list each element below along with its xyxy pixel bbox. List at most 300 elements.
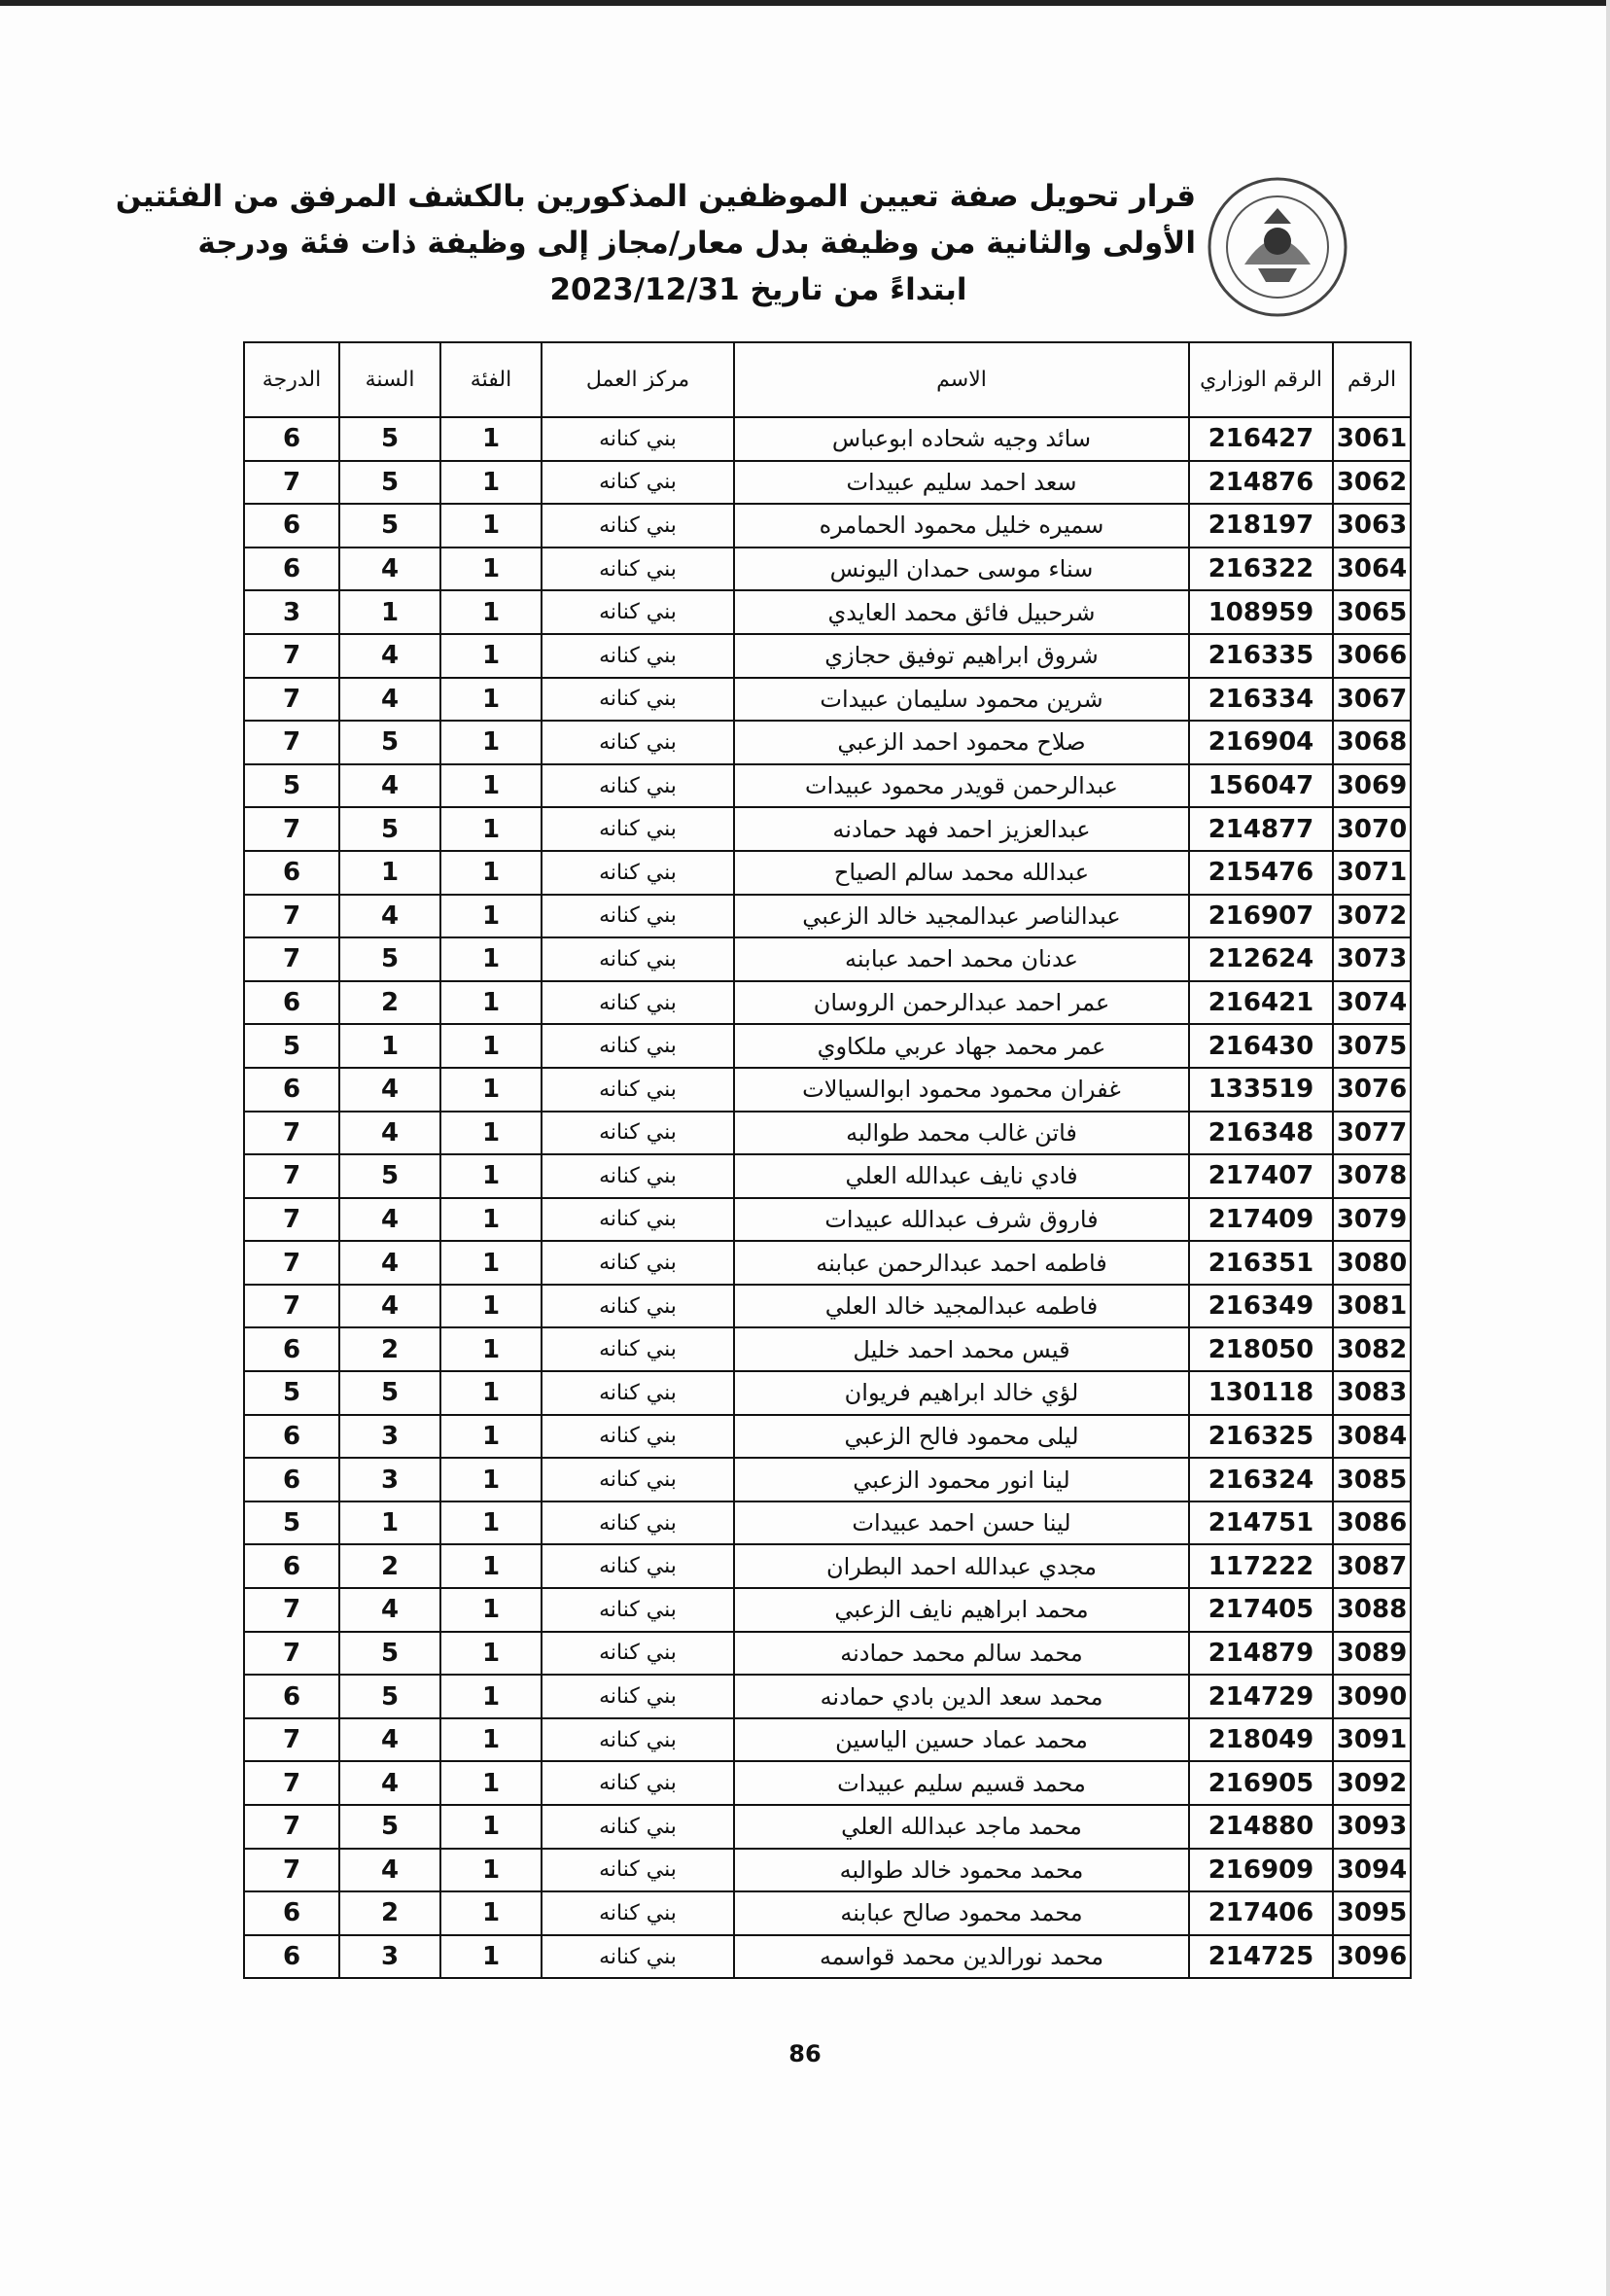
cell-year: 4 (339, 1241, 440, 1285)
cell-category: 1 (440, 1112, 542, 1155)
cell-grade: 7 (244, 721, 339, 764)
cell-name: مجدي عبدالله احمد البطران (734, 1544, 1189, 1588)
cell-grade: 6 (244, 548, 339, 591)
cell-year: 5 (339, 937, 440, 981)
cell-grade: 7 (244, 1112, 339, 1155)
cell-work-center: بني كنانه (542, 1935, 734, 1979)
table-row (244, 1501, 1411, 1545)
cell-ministry-no: 216322 (1189, 548, 1333, 591)
cell-grade: 6 (244, 1458, 339, 1501)
cell-ministry-no: 218049 (1189, 1718, 1333, 1762)
cell-work-center: بني كنانه (542, 1154, 734, 1198)
cell-work-center: بني كنانه (542, 1285, 734, 1328)
cell-grade: 6 (244, 1891, 339, 1935)
cell-grade: 7 (244, 1805, 339, 1849)
cell-num: 3077 (1333, 1112, 1411, 1155)
cell-work-center: بني كنانه (542, 1805, 734, 1849)
cell-grade: 7 (244, 1241, 339, 1285)
cell-name: سعد احمد سليم عبيدات (734, 461, 1189, 505)
title-line-2: الأولى والثانية من وظيفة بدل معار/مجاز إلى وظيفة ذات فئة ودرجة (197, 226, 1196, 261)
cell-year: 4 (339, 1849, 440, 1892)
cell-name: سناء موسى حمدان اليونس (734, 548, 1189, 591)
cell-name: محمد عماد حسين الياسين (734, 1718, 1189, 1762)
cell-year: 2 (339, 1327, 440, 1371)
cell-grade: 7 (244, 634, 339, 678)
cell-name: شروق ابراهيم توفيق حجازي (734, 634, 1189, 678)
cell-num: 3089 (1333, 1632, 1411, 1676)
cell-year: 3 (339, 1415, 440, 1459)
cell-category: 1 (440, 1371, 542, 1415)
cell-grade: 7 (244, 1198, 339, 1242)
cell-work-center: بني كنانه (542, 417, 734, 461)
cell-year: 5 (339, 1154, 440, 1198)
cell-year: 1 (339, 590, 440, 634)
cell-work-center: بني كنانه (542, 895, 734, 938)
cell-ministry-no: 216427 (1189, 417, 1333, 461)
cell-grade: 6 (244, 1544, 339, 1588)
cell-category: 1 (440, 461, 542, 505)
cell-name: عبدالله محمد سالم الصياح (734, 851, 1189, 895)
cell-ministry-no: 214879 (1189, 1632, 1333, 1676)
cell-ministry-no: 156047 (1189, 764, 1333, 808)
cell-grade: 7 (244, 1588, 339, 1632)
cell-work-center: بني كنانه (542, 1588, 734, 1632)
cell-work-center: بني كنانه (542, 1891, 734, 1935)
cell-work-center: بني كنانه (542, 1024, 734, 1068)
cell-category: 1 (440, 504, 542, 548)
page-top-edge (0, 0, 1610, 6)
cell-year: 5 (339, 1805, 440, 1849)
cell-num: 3087 (1333, 1544, 1411, 1588)
cell-ministry-no: 217405 (1189, 1588, 1333, 1632)
cell-grade: 7 (244, 461, 339, 505)
cell-name: محمد سعد الدين بادي حمادنه (734, 1675, 1189, 1718)
table-row (244, 678, 1411, 722)
cell-ministry-no: 214876 (1189, 461, 1333, 505)
cell-grade: 6 (244, 1068, 339, 1112)
cell-ministry-no: 216335 (1189, 634, 1333, 678)
cell-year: 5 (339, 1675, 440, 1718)
cell-category: 1 (440, 895, 542, 938)
cell-work-center: بني كنانه (542, 590, 734, 634)
cell-category: 1 (440, 981, 542, 1025)
cell-category: 1 (440, 1588, 542, 1632)
cell-ministry-no: 212624 (1189, 937, 1333, 981)
cell-name: صلاح محمود احمد الزعبي (734, 721, 1189, 764)
cell-num: 3061 (1333, 417, 1411, 461)
cell-category: 1 (440, 1675, 542, 1718)
cell-grade: 7 (244, 1718, 339, 1762)
cell-category: 1 (440, 417, 542, 461)
cell-work-center: بني كنانه (542, 981, 734, 1025)
cell-name: عدنان محمد احمد عبابنه (734, 937, 1189, 981)
cell-name: لؤي خالد ابراهيم فريوان (734, 1371, 1189, 1415)
cell-num: 3084 (1333, 1415, 1411, 1459)
cell-num: 3080 (1333, 1241, 1411, 1285)
cell-ministry-no: 216348 (1189, 1112, 1333, 1155)
cell-year: 4 (339, 1718, 440, 1762)
cell-name: فاتن غالب محمد طوالبه (734, 1112, 1189, 1155)
cell-year: 5 (339, 1632, 440, 1676)
header-grade: الدرجة (244, 342, 339, 417)
cell-category: 1 (440, 851, 542, 895)
cell-ministry-no: 217407 (1189, 1154, 1333, 1198)
header-category: الفئة (440, 342, 542, 417)
cell-work-center: بني كنانه (542, 504, 734, 548)
cell-ministry-no: 108959 (1189, 590, 1333, 634)
cell-work-center: بني كنانه (542, 1241, 734, 1285)
cell-ministry-no: 216430 (1189, 1024, 1333, 1068)
cell-num: 3083 (1333, 1371, 1411, 1415)
cell-name: عمر محمد جهاد عربي ملكاوي (734, 1024, 1189, 1068)
cell-name: لينا انور محمود الزعبي (734, 1458, 1189, 1501)
cell-num: 3091 (1333, 1718, 1411, 1762)
cell-num: 3072 (1333, 895, 1411, 938)
cell-year: 2 (339, 1544, 440, 1588)
table-row (244, 1241, 1411, 1285)
cell-work-center: بني كنانه (542, 1327, 734, 1371)
cell-name: محمد محمود صالح عبابنه (734, 1891, 1189, 1935)
cell-year: 4 (339, 1112, 440, 1155)
cell-num: 3095 (1333, 1891, 1411, 1935)
cell-num: 3082 (1333, 1327, 1411, 1371)
cell-category: 1 (440, 1285, 542, 1328)
table-row (244, 504, 1411, 548)
cell-ministry-no: 133519 (1189, 1068, 1333, 1112)
table-row (244, 807, 1411, 851)
cell-name: لينا حسن احمد عبيدات (734, 1501, 1189, 1545)
cell-ministry-no: 130118 (1189, 1371, 1333, 1415)
header-ministry-no: الرقم الوزاري (1189, 342, 1333, 417)
cell-work-center: بني كنانه (542, 678, 734, 722)
title-line-3: ابتداءً من تاريخ 2023/12/31 (549, 272, 967, 307)
cell-name: غفران محمود محمود ابوالسيالات (734, 1068, 1189, 1112)
cell-ministry-no: 216325 (1189, 1415, 1333, 1459)
cell-ministry-no: 216351 (1189, 1241, 1333, 1285)
cell-category: 1 (440, 1805, 542, 1849)
cell-work-center: بني كنانه (542, 461, 734, 505)
cell-num: 3096 (1333, 1935, 1411, 1979)
cell-grade: 6 (244, 1935, 339, 1979)
cell-name: محمد قسيم سليم عبيدات (734, 1761, 1189, 1805)
cell-grade: 7 (244, 1285, 339, 1328)
cell-year: 1 (339, 1501, 440, 1545)
table-row (244, 937, 1411, 981)
cell-year: 4 (339, 895, 440, 938)
cell-category: 1 (440, 1501, 542, 1545)
header-work-center: مركز العمل (542, 342, 734, 417)
cell-grade: 6 (244, 851, 339, 895)
cell-ministry-no: 216909 (1189, 1849, 1333, 1892)
cell-category: 1 (440, 548, 542, 591)
table-row (244, 634, 1411, 678)
cell-name: سائد وجيه شحاده ابوعباس (734, 417, 1189, 461)
cell-num: 3066 (1333, 634, 1411, 678)
page-number: 86 (788, 2040, 822, 2067)
table-row (244, 1154, 1411, 1198)
cell-category: 1 (440, 1415, 542, 1459)
table-row (244, 1588, 1411, 1632)
cell-grade: 5 (244, 1024, 339, 1068)
cell-num: 3094 (1333, 1849, 1411, 1892)
document-header (115, 173, 1196, 313)
cell-work-center: بني كنانه (542, 764, 734, 808)
cell-num: 3086 (1333, 1501, 1411, 1545)
cell-year: 5 (339, 461, 440, 505)
cell-num: 3081 (1333, 1285, 1411, 1328)
cell-category: 1 (440, 1935, 542, 1979)
table-row (244, 1849, 1411, 1892)
cell-category: 1 (440, 937, 542, 981)
table-row (244, 1198, 1411, 1242)
cell-category: 1 (440, 1891, 542, 1935)
cell-grade: 6 (244, 981, 339, 1025)
cell-year: 4 (339, 1588, 440, 1632)
table-row (244, 1112, 1411, 1155)
cell-category: 1 (440, 807, 542, 851)
cell-name: محمد نورالدين محمد قواسمه (734, 1935, 1189, 1979)
table-row (244, 1024, 1411, 1068)
cell-grade: 6 (244, 1675, 339, 1718)
cell-ministry-no: 214880 (1189, 1805, 1333, 1849)
cell-ministry-no: 218197 (1189, 504, 1333, 548)
cell-num: 3078 (1333, 1154, 1411, 1198)
cell-name: عبدالناصر عبدالمجيد خالد الزعبي (734, 895, 1189, 938)
cell-name: محمد سالم محمد حمادنه (734, 1632, 1189, 1676)
table-row (244, 417, 1411, 461)
cell-grade: 6 (244, 417, 339, 461)
table-row (244, 1935, 1411, 1979)
cell-category: 1 (440, 764, 542, 808)
cell-year: 4 (339, 1068, 440, 1112)
cell-num: 3068 (1333, 721, 1411, 764)
cell-grade: 5 (244, 764, 339, 808)
cell-grade: 5 (244, 1501, 339, 1545)
cell-work-center: بني كنانه (542, 1501, 734, 1545)
cell-name: شرين محمود سليمان عبيدات (734, 678, 1189, 722)
cell-category: 1 (440, 1198, 542, 1242)
cell-ministry-no: 117222 (1189, 1544, 1333, 1588)
cell-ministry-no: 214729 (1189, 1675, 1333, 1718)
cell-ministry-no: 216905 (1189, 1761, 1333, 1805)
cell-category: 1 (440, 1544, 542, 1588)
cell-num: 3085 (1333, 1458, 1411, 1501)
cell-year: 5 (339, 807, 440, 851)
cell-ministry-no: 216324 (1189, 1458, 1333, 1501)
cell-num: 3075 (1333, 1024, 1411, 1068)
cell-category: 1 (440, 721, 542, 764)
cell-category: 1 (440, 1458, 542, 1501)
employees-table (243, 341, 1412, 1979)
cell-work-center: بني كنانه (542, 1761, 734, 1805)
cell-work-center: بني كنانه (542, 851, 734, 895)
cell-num: 3070 (1333, 807, 1411, 851)
cell-category: 1 (440, 1068, 542, 1112)
cell-grade: 7 (244, 1849, 339, 1892)
table-row (244, 1761, 1411, 1805)
cell-ministry-no: 217409 (1189, 1198, 1333, 1242)
cell-name: سميره خليل محمود الحمامره (734, 504, 1189, 548)
cell-work-center: بني كنانه (542, 1068, 734, 1112)
cell-ministry-no: 217406 (1189, 1891, 1333, 1935)
cell-num: 3067 (1333, 678, 1411, 722)
table-row (244, 1068, 1411, 1112)
table-header-row (244, 342, 1411, 417)
cell-work-center: بني كنانه (542, 634, 734, 678)
cell-name: محمد ابراهيم نايف الزعبي (734, 1588, 1189, 1632)
cell-name: ليلى محمود فالح الزعبي (734, 1415, 1189, 1459)
cell-year: 2 (339, 1891, 440, 1935)
cell-name: فاطمه احمد عبدالرحمن عبابنه (734, 1241, 1189, 1285)
cell-name: محمد ماجد عبدالله العلي (734, 1805, 1189, 1849)
table-row (244, 1805, 1411, 1849)
cell-num: 3071 (1333, 851, 1411, 895)
cell-year: 4 (339, 764, 440, 808)
header-num: الرقم (1333, 342, 1411, 417)
cell-work-center: بني كنانه (542, 1415, 734, 1459)
cell-category: 1 (440, 634, 542, 678)
cell-work-center: بني كنانه (542, 1675, 734, 1718)
cell-category: 1 (440, 1327, 542, 1371)
table-row (244, 851, 1411, 895)
cell-work-center: بني كنانه (542, 1544, 734, 1588)
header-name: الاسم (734, 342, 1189, 417)
cell-num: 3079 (1333, 1198, 1411, 1242)
cell-name: شرحبيل فائق محمد العايدي (734, 590, 1189, 634)
cell-year: 4 (339, 1285, 440, 1328)
table-row (244, 1415, 1411, 1459)
table-row (244, 764, 1411, 808)
cell-work-center: بني كنانه (542, 1458, 734, 1501)
cell-ministry-no: 215476 (1189, 851, 1333, 895)
cell-category: 1 (440, 1154, 542, 1198)
cell-grade: 6 (244, 1415, 339, 1459)
cell-num: 3088 (1333, 1588, 1411, 1632)
cell-year: 5 (339, 504, 440, 548)
table-row (244, 1632, 1411, 1676)
table-row (244, 1285, 1411, 1328)
cell-ministry-no: 216904 (1189, 721, 1333, 764)
cell-year: 4 (339, 548, 440, 591)
table-row (244, 1327, 1411, 1371)
cell-grade: 7 (244, 678, 339, 722)
cell-category: 1 (440, 590, 542, 634)
cell-grade: 5 (244, 1371, 339, 1415)
cell-num: 3076 (1333, 1068, 1411, 1112)
cell-num: 3090 (1333, 1675, 1411, 1718)
cell-grade: 7 (244, 1632, 339, 1676)
cell-name: عمر احمد عبدالرحمن الروسان (734, 981, 1189, 1025)
cell-year: 5 (339, 417, 440, 461)
cell-category: 1 (440, 1849, 542, 1892)
cell-name: قيس محمد احمد خليل (734, 1327, 1189, 1371)
cell-ministry-no: 216421 (1189, 981, 1333, 1025)
header-year: السنة (339, 342, 440, 417)
cell-year: 4 (339, 1198, 440, 1242)
cell-work-center: بني كنانه (542, 1371, 734, 1415)
table-row (244, 1718, 1411, 1762)
table-row (244, 895, 1411, 938)
cell-ministry-no: 216349 (1189, 1285, 1333, 1328)
cell-num: 3064 (1333, 548, 1411, 591)
page-right-edge (1606, 0, 1610, 2296)
table-row (244, 721, 1411, 764)
table-row (244, 1675, 1411, 1718)
table-row (244, 590, 1411, 634)
cell-ministry-no: 216334 (1189, 678, 1333, 722)
cell-category: 1 (440, 1241, 542, 1285)
cell-grade: 7 (244, 807, 339, 851)
cell-work-center: بني كنانه (542, 1112, 734, 1155)
cell-work-center: بني كنانه (542, 1849, 734, 1892)
cell-ministry-no: 218050 (1189, 1327, 1333, 1371)
cell-grade: 7 (244, 1154, 339, 1198)
cell-category: 1 (440, 678, 542, 722)
cell-year: 3 (339, 1458, 440, 1501)
cell-grade: 7 (244, 1761, 339, 1805)
table-row (244, 1891, 1411, 1935)
cell-category: 1 (440, 1718, 542, 1762)
cell-grade: 7 (244, 937, 339, 981)
cell-work-center: بني كنانه (542, 548, 734, 591)
cell-work-center: بني كنانه (542, 937, 734, 981)
table-row (244, 1458, 1411, 1501)
cell-num: 3074 (1333, 981, 1411, 1025)
cell-year: 5 (339, 1371, 440, 1415)
cell-category: 1 (440, 1761, 542, 1805)
cell-name: فاطمه عبدالمجيد خالد العلي (734, 1285, 1189, 1328)
cell-grade: 7 (244, 895, 339, 938)
cell-category: 1 (440, 1632, 542, 1676)
cell-year: 4 (339, 634, 440, 678)
cell-work-center: بني كنانه (542, 721, 734, 764)
table-row (244, 548, 1411, 591)
cell-year: 1 (339, 851, 440, 895)
cell-grade: 3 (244, 590, 339, 634)
title-line-1: قرار تحويل صفة تعيين الموظفين المذكورين بالكشف المرفق من الفئتين (115, 179, 1196, 214)
cell-num: 3062 (1333, 461, 1411, 505)
cell-num: 3092 (1333, 1761, 1411, 1805)
cell-grade: 6 (244, 504, 339, 548)
cell-category: 1 (440, 1024, 542, 1068)
cell-year: 4 (339, 1761, 440, 1805)
cell-ministry-no: 214725 (1189, 1935, 1333, 1979)
cell-name: محمد محمود خالد طوالبه (734, 1849, 1189, 1892)
cell-year: 5 (339, 721, 440, 764)
cell-num: 3093 (1333, 1805, 1411, 1849)
cell-name: عبدالعزيز احمد فهد حمادنه (734, 807, 1189, 851)
cell-num: 3069 (1333, 764, 1411, 808)
cell-ministry-no: 214877 (1189, 807, 1333, 851)
cell-year: 1 (339, 1024, 440, 1068)
cell-name: فادي نايف عبدالله العلي (734, 1154, 1189, 1198)
cell-name: عبدالرحمن قويدر محمود عبيدات (734, 764, 1189, 808)
cell-work-center: بني كنانه (542, 807, 734, 851)
cell-work-center: بني كنانه (542, 1718, 734, 1762)
cell-year: 4 (339, 678, 440, 722)
cell-grade: 6 (244, 1327, 339, 1371)
table-row (244, 1371, 1411, 1415)
cell-work-center: بني كنانه (542, 1632, 734, 1676)
cell-work-center: بني كنانه (542, 1198, 734, 1242)
cell-num: 3063 (1333, 504, 1411, 548)
table-row (244, 1544, 1411, 1588)
cell-ministry-no: 214751 (1189, 1501, 1333, 1545)
cell-num: 3065 (1333, 590, 1411, 634)
cell-name: فاروق شرف عبدالله عبيدات (734, 1198, 1189, 1242)
table-row (244, 981, 1411, 1025)
table-row (244, 461, 1411, 505)
